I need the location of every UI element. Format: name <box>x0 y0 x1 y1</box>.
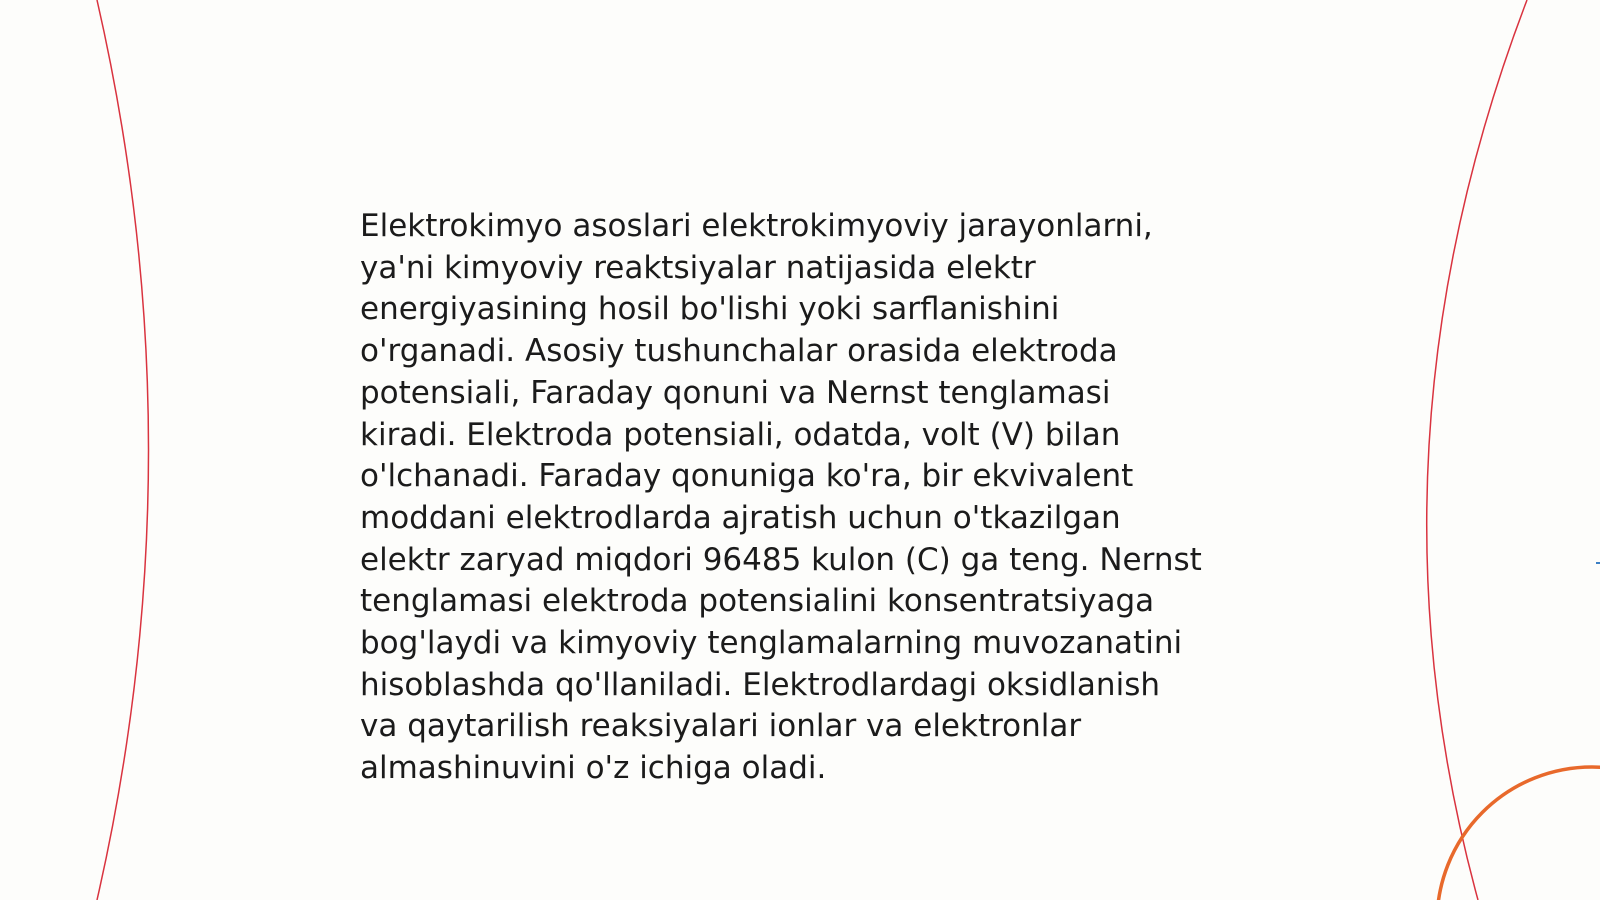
right-curve-line <box>1427 0 1527 900</box>
slide-body-text: Elektrokimyo asoslari elektrokimyoviy jarayonlarni, ya'ni kimyoviy reaktsiyalar natijasida elektr energiyasining hosil bo'lishi yoki sarflanishini o'rganadi. Asosiy tushunchalar orasida elektroda potensiali, Faraday qonuni va Nernst tenglamasi kiradi. Elektroda potensiali, odatda, volt (V) bilan o'lchanadi. Faraday qonuniga ko'ra, bir ekvivalent moddani elektrodlarda ajratish uchun o'tkazilgan elektr zaryad miqdori 96485 kulon (C) ga teng. Nernst tenglamasi elektroda potensialini konsentratsiyaga bog'laydi va kimyoviy tenglamalarning muvozanatini hisoblashda qo'llaniladi. Elektrodlardagi oksidlanish va qaytarilish reaksiyalari ionlar va elektronlar almashinuvini o'z ichiga oladi. <box>360 208 1202 787</box>
left-curve-line <box>97 0 149 900</box>
